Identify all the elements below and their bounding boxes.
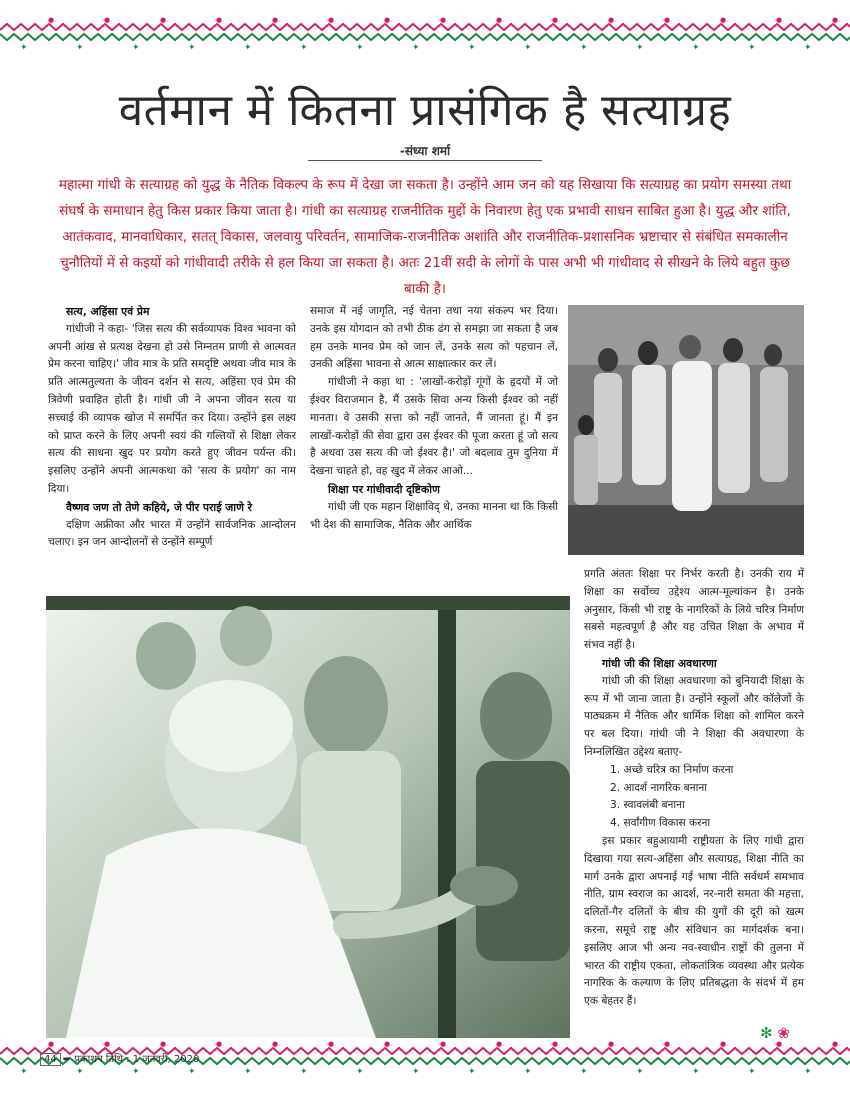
svg-text:✦: ✦	[692, 1067, 700, 1076]
article-intro: महात्मा गांधी के सत्याग्रह को युद्ध के नैतिक विकल्प के रूप में देखा जा सकता है। उन्होंने आम जन को यह सिखाया कि सत्याग्रह का प्रयोग समस्या तथा संघर्ष के समाधान हेतु किस प्रकार किया जाता है। गांधी का सत्याग्रह राजनीतिक मुद्दों के निवारण हेतु एक प्रभावी साधन साबित हुआ है। युद्ध और शांति, आतंकवाद, मानवाधिकार, सतत् विकास, जलवायु परिवर्तन, सामाजिक-राजनीतिक अशांति और राजनीतिक-प्रशासनिक भ्रष्टाचार से संबंधित समकालीन चुनौतियों में से कइयों को गांधीवादी तरीके से हल किया जा सकता है। अतः 21वीं सदी के लोगों के पास अभी भी गांधीवाद से सीखने के लिये बहुत कुछ बाकी है।	[58, 177, 792, 297]
svg-text:✦: ✦	[468, 1067, 476, 1076]
svg-text:✦: ✦	[692, 43, 700, 52]
arrow-icon: ➨	[62, 1054, 72, 1065]
page-number: 44	[40, 1053, 61, 1066]
svg-text:●: ●	[664, 1040, 671, 1048]
svg-text:●: ●	[440, 16, 447, 24]
svg-text:●: ●	[384, 16, 391, 24]
svg-text:●: ●	[496, 1040, 503, 1048]
svg-text:●: ●	[832, 1040, 839, 1048]
svg-text:✦: ✦	[20, 43, 28, 52]
svg-text:●: ●	[552, 16, 559, 24]
svg-text:●: ●	[720, 1040, 727, 1048]
svg-text:✦: ✦	[524, 43, 532, 52]
svg-text:✦: ✦	[76, 43, 84, 52]
svg-text:✦: ✦	[804, 43, 812, 52]
svg-text:✦: ✦	[580, 1067, 588, 1076]
article-title: वर्तमान में कितना प्रासंगिक है सत्याग्रह	[118, 85, 732, 136]
svg-text:●: ●	[328, 1040, 335, 1048]
svg-text:✦: ✦	[244, 1067, 252, 1076]
svg-text:✦: ✦	[748, 43, 756, 52]
svg-text:✦: ✦	[524, 1067, 532, 1076]
publication-date: प्रकाशन तिथि : 1 जनवरी, 2020	[74, 1054, 200, 1065]
list-item: 4. सर्वांगीण विकास करना	[610, 817, 711, 830]
paragraph: गांधीजी ने कहा था : 'लाखों-करोड़ों गूंगों के हृदयों में जो ईश्वर विराजमान है, मैं उसके सिवा अन्य किसी ईश्वर को नहीं मानता। वे उसकी सत्ता को नहीं जानते, मैं जानता हूं। मैं इन लाखों-करोड़ों की सेवा द्वारा उस ईश्वर की पूजा करता हूं जो सत्य है अथवा उस सत्य की जो ईश्वर है।' जो बदलाव तुम दुनिया में देखना चाहते हो, वह खुद में लेकर आओ...	[310, 376, 558, 478]
objectives-list	[584, 762, 804, 833]
svg-text:●: ●	[48, 16, 55, 24]
svg-text:●: ●	[720, 16, 727, 24]
section-heading: शिक्षा पर गांधीवादी दृष्टिकोण	[328, 482, 440, 496]
svg-text:●: ●	[160, 1040, 167, 1048]
list-item: 3. स्वावलंबी बनाना	[610, 799, 685, 812]
photo-gandhi-walking	[568, 305, 804, 555]
text-column-2	[310, 303, 558, 534]
svg-text:✦: ✦	[468, 43, 476, 52]
svg-text:●: ●	[552, 1040, 559, 1048]
svg-text:●: ●	[496, 16, 503, 24]
paragraph: प्रगति अंततः शिक्षा पर निर्भर करती है। उनकी राय में शिक्षा का सर्वोच्च उद्देश्य आत्म-मूल्यांकन है। उनके अनुसार, किसी भी राष्ट्र के नागरिकों के लिये चरित्र निर्माण सबसे महत्वपूर्ण है और यह उचित शिक्षा के अभाव में संभव नहीं है।	[584, 568, 804, 652]
svg-text:✦: ✦	[356, 1067, 364, 1076]
svg-text:●: ●	[440, 1040, 447, 1048]
svg-text:✦: ✦	[300, 1067, 308, 1076]
section-heading: वैष्णव जण तो तेणे कहिये, जे पीर पराई जाणे रे	[66, 500, 253, 514]
svg-text:✦: ✦	[76, 1067, 84, 1076]
svg-text:●: ●	[832, 16, 839, 24]
svg-text:●: ●	[384, 1040, 391, 1048]
svg-text:●: ●	[664, 16, 671, 24]
svg-text:✦: ✦	[412, 43, 420, 52]
svg-text:●: ●	[272, 16, 279, 24]
svg-text:✦: ✦	[356, 43, 364, 52]
paragraph: समाज में नई जागृति, नई चेतना तथा नया संकल्प भर दिया। उनके इस योगदान को तभी ठीक ढंग से समझा जा सकता है जब हम उनके मानव प्रेम को जान लें, उनके सत्य को पहचान लें, उनकी अहिंसा भावना से आत्म साक्षात्कार कर लें।	[310, 305, 558, 371]
svg-text:✦: ✦	[580, 43, 588, 52]
svg-text:✦: ✦	[804, 1067, 812, 1076]
text-column-3	[584, 566, 804, 1011]
svg-text:●: ●	[776, 1040, 783, 1048]
svg-text:✦: ✦	[188, 43, 196, 52]
photo-gandhi-smiling	[46, 596, 570, 1038]
page-footer	[40, 1051, 199, 1067]
decorative-top-border	[0, 16, 850, 52]
svg-text:●: ●	[776, 16, 783, 24]
end-of-article-flower-icon: ✻ ❀	[760, 1024, 790, 1042]
svg-text:✦: ✦	[132, 43, 140, 52]
svg-text:●: ●	[216, 1040, 223, 1048]
svg-text:●: ●	[48, 1040, 55, 1048]
paragraph: दक्षिण अफ्रीका और भारत में उन्होंने सार्वजनिक आन्दोलन चलाए। इन जन आन्दोलनों से उन्होंने सम्पूर्ण	[48, 518, 296, 549]
svg-text:●: ●	[104, 1040, 111, 1048]
paragraph: इस प्रकार बहुआयामी राष्ट्रीयता के लिए गांधी द्वारा दिखाया गया सत्य-अहिंसा और सत्याग्रह, शिक्षा नीति का मार्ग उनके द्वारा अपनाई गई भाषा नीति सर्वधर्म समभाव नीति, ग्राम स्वराज का आदर्श, नर-नारी समता की महत्ता, दलितों-गैर दलितों के बीच की युगों की दूरी को खत्म करना, समूचे राष्ट्र और संविधान का मार्गदर्शक बना। इसलिए आज भी अन्य नव-स्वाधीन राष्ट्रों की तुलना में भारत की राष्ट्रीय एकता, लोकतांत्रिक व्यवस्था और प्रत्येक नागरिक के कल्याण के लिए प्रतिबद्धता के संदर्भ में हम एक बेहतर हैं।	[584, 834, 804, 1008]
svg-text:✦: ✦	[300, 43, 308, 52]
svg-text:✦: ✦	[188, 1067, 196, 1076]
section-heading: गांधी जी की शिक्षा अवधारणा	[602, 656, 717, 670]
svg-text:✦: ✦	[748, 1067, 756, 1076]
paragraph: गांधी जी एक महान शिक्षाविद् थे, उनका मानना था कि किसी भी देश की सामाजिक, नैतिक और आर्थिक	[310, 500, 558, 531]
svg-text:✦: ✦	[244, 43, 252, 52]
paragraph: गांधीजी ने कहा- 'जिस सत्य की सर्वव्यापक विश्व भावना को अपनी आंख से प्रत्यक्ष देखना हो उसे निम्नतम प्राणी से आत्मवत प्रेम करना चाहिए।' जीव मात्र के प्रति समदृष्टि अथवा जीव मात्र के प्रति आत्मतुल्यता के जीवन दर्शन से सत्य, अहिंसा एवं प्रेम की त्रिवेणी प्रवाहित होती है। गांधी जी ने अपना जीवन सत्य या सच्चाई की व्यापक खोज में समर्पित कर दिया। उन्होंने इस लक्ष्य को प्राप्त करने के लिए अपनी स्वयं की गल्तियों से शिक्षा लेकर सत्य की साधना खुद पर प्रयोग करते हुए जीवन पर्यन्त की। इसलिए उन्होंने अपनी आत्मकथा को 'सत्य के प्रयोग' का नाम दिया।	[48, 322, 296, 495]
section-heading: सत्य, अहिंसा एवं प्रेम	[66, 305, 150, 318]
svg-text:✦: ✦	[132, 1067, 140, 1076]
svg-text:●: ●	[160, 16, 167, 24]
svg-text:●: ●	[608, 16, 615, 24]
svg-text:●: ●	[104, 16, 111, 24]
author-byline: -संध्या शर्मा	[399, 144, 451, 158]
svg-text:✦: ✦	[636, 43, 644, 52]
svg-text:●: ●	[328, 16, 335, 24]
svg-text:●: ●	[216, 16, 223, 24]
svg-text:●: ●	[272, 1040, 279, 1048]
list-item: 1. अच्छे चरित्र का निर्माण करना	[610, 763, 734, 776]
svg-text:●: ●	[608, 1040, 615, 1048]
svg-text:✦: ✦	[412, 1067, 420, 1076]
paragraph: गांधी जी की शिक्षा अवधारणा को बुनियादी शिक्षा के रूप में भी जाना जाता है। उन्होंने स्कूलों और कॉलेजों के पाठ्यक्रम में नैतिक और धार्मिक शिक्षा को शामिल करने पर बल दिया। गांधी जी ने शिक्षा की अवधारणा के निम्नलिखित उद्देश्य बताए-	[584, 674, 804, 758]
svg-text:✦: ✦	[20, 1067, 28, 1076]
text-column-1	[48, 303, 296, 552]
byline-divider	[308, 160, 542, 161]
list-item: 2. आदर्श नागरिक बनाना	[610, 781, 707, 794]
svg-text:✦: ✦	[636, 1067, 644, 1076]
